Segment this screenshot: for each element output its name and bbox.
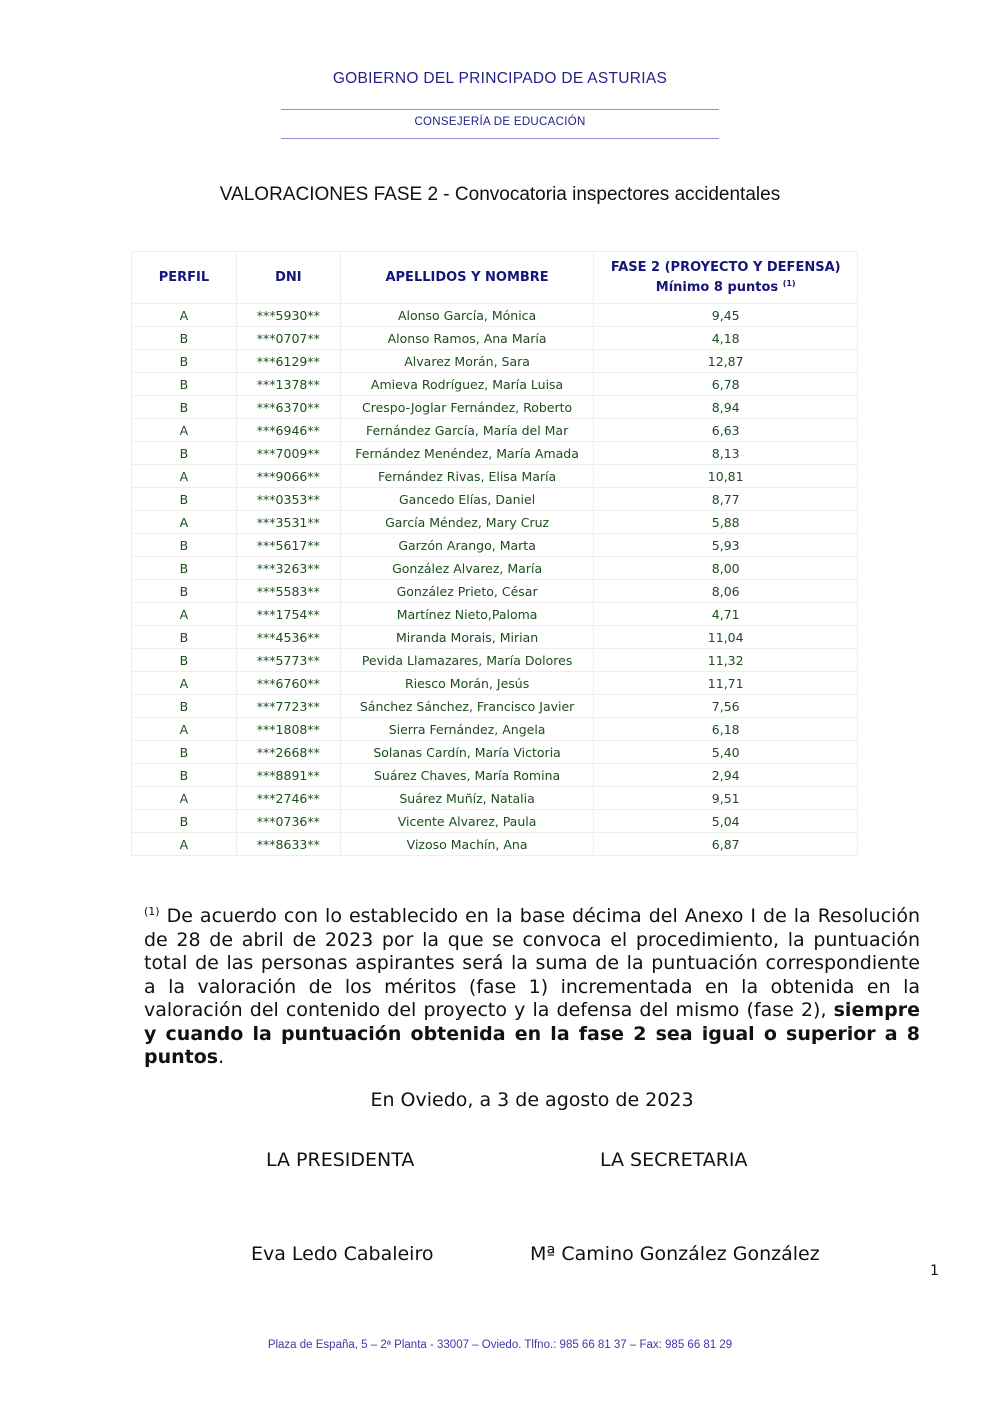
table-row [132, 442, 858, 465]
results-table [131, 251, 858, 856]
cell-score: 11,32 [594, 649, 858, 672]
cell-name: Suárez Chaves, María Romina [340, 764, 594, 787]
cell-name: González Prieto, César [340, 580, 594, 603]
cell-perfil: B [132, 373, 237, 396]
cell-perfil: B [132, 557, 237, 580]
cell-score: 6,78 [594, 373, 858, 396]
cell-score: 4,18 [594, 327, 858, 350]
cell-score: 12,87 [594, 350, 858, 373]
page-number: 1 [930, 1263, 939, 1279]
table-row [132, 580, 858, 603]
cell-score: 8,94 [594, 396, 858, 419]
cell-perfil: A [132, 419, 237, 442]
cell-perfil: B [132, 695, 237, 718]
header-divider [281, 109, 719, 110]
table-row [132, 419, 858, 442]
signature-role-secretaria: LA SECRETARIA [600, 1149, 748, 1171]
cell-name: Garzón Arango, Marta [340, 534, 594, 557]
table-row [132, 304, 858, 327]
cell-dni: ***2668** [236, 741, 340, 764]
cell-score: 5,93 [594, 534, 858, 557]
cell-score: 9,51 [594, 787, 858, 810]
cell-dni: ***5930** [236, 304, 340, 327]
document-title: VALORACIONES FASE 2 - Convocatoria inspectores accidentales [219, 184, 781, 205]
cell-name: Crespo-Joglar Fernández, Roberto [340, 396, 594, 419]
table-row [132, 649, 858, 672]
footnote-bold-text: siempre y cuando la puntuación obtenida en la fase 2 sea igual o superior a 8 puntos [144, 999, 920, 1068]
cell-dni: ***5583** [236, 580, 340, 603]
table-row [132, 603, 858, 626]
table-row [132, 695, 858, 718]
table-row [132, 672, 858, 695]
place-date: En Oviedo, a 3 de agosto de 2023 [370, 1089, 694, 1111]
column-header-name: APELLIDOS Y NOMBRE [340, 252, 594, 304]
cell-score: 8,13 [594, 442, 858, 465]
cell-name: Vizoso Machín, Ana [340, 833, 594, 856]
cell-dni: ***3531** [236, 511, 340, 534]
cell-score: 6,63 [594, 419, 858, 442]
cell-perfil: A [132, 833, 237, 856]
cell-name: Solanas Cardín, María Victoria [340, 741, 594, 764]
cell-name: Vicente Alvarez, Paula [340, 810, 594, 833]
table-row [132, 626, 858, 649]
cell-perfil: B [132, 327, 237, 350]
table-body [132, 304, 858, 856]
cell-score: 6,87 [594, 833, 858, 856]
header-divider [281, 138, 719, 139]
footnote-reference: (1) [782, 278, 796, 288]
footnote-marker: (1) [144, 905, 160, 918]
cell-perfil: A [132, 465, 237, 488]
signature-name-presidenta: Eva Ledo Cabaleiro [251, 1243, 434, 1265]
footnote-text: De acuerdo con lo establecido en la base décima del Anexo I de la Resolución de 28 de abril de 2023 por la que se convoca el procedimiento, la puntuación total de las personas aspirantes será la suma de la puntuación correspondiente a la valoración de los méritos (fase 1) incrementada en la obtenida en la valoración del contenido del proyecto y la defensa del mismo (fase 2), [144, 905, 920, 1021]
table-row [132, 741, 858, 764]
cell-name: García Méndez, Mary Cruz [340, 511, 594, 534]
score-header-minimum: Mínimo 8 puntos [655, 279, 779, 295]
cell-score: 9,45 [594, 304, 858, 327]
footnote [144, 900, 920, 1070]
cell-dni: ***0353** [236, 488, 340, 511]
cell-perfil: B [132, 764, 237, 787]
cell-name: Suárez Muñíz, Natalia [340, 787, 594, 810]
cell-dni: ***7723** [236, 695, 340, 718]
cell-name: Fernández Menéndez, María Amada [340, 442, 594, 465]
cell-dni: ***1754** [236, 603, 340, 626]
column-header-score [594, 252, 858, 304]
cell-dni: ***6760** [236, 672, 340, 695]
cell-score: 10,81 [594, 465, 858, 488]
cell-dni: ***7009** [236, 442, 340, 465]
cell-dni: ***1808** [236, 718, 340, 741]
cell-dni: ***8891** [236, 764, 340, 787]
cell-perfil: B [132, 442, 237, 465]
cell-score: 11,71 [594, 672, 858, 695]
cell-score: 6,18 [594, 718, 858, 741]
column-header-perfil: PERFIL [132, 252, 237, 304]
column-header-dni: DNI [236, 252, 340, 304]
table-row [132, 810, 858, 833]
cell-perfil: A [132, 304, 237, 327]
cell-name: Fernández García, María del Mar [340, 419, 594, 442]
cell-perfil: B [132, 649, 237, 672]
cell-dni: ***5617** [236, 534, 340, 557]
cell-name: Martínez Nieto,Paloma [340, 603, 594, 626]
table-row [132, 787, 858, 810]
cell-dni: ***0736** [236, 810, 340, 833]
cell-perfil: B [132, 626, 237, 649]
table-row [132, 327, 858, 350]
cell-name: Alonso Ramos, Ana María [340, 327, 594, 350]
cell-score: 2,94 [594, 764, 858, 787]
cell-name: Fernández Rivas, Elisa María [340, 465, 594, 488]
cell-name: Alvarez Morán, Sara [340, 350, 594, 373]
cell-perfil: A [132, 718, 237, 741]
table-row [132, 350, 858, 373]
table-row [132, 465, 858, 488]
cell-score: 8,00 [594, 557, 858, 580]
cell-dni: ***3263** [236, 557, 340, 580]
cell-name: Sánchez Sánchez, Francisco Javier [340, 695, 594, 718]
cell-dni: ***5773** [236, 649, 340, 672]
cell-score: 8,77 [594, 488, 858, 511]
cell-name: González Alvarez, María [340, 557, 594, 580]
cell-perfil: B [132, 580, 237, 603]
cell-perfil: B [132, 488, 237, 511]
government-header: GOBIERNO DEL PRINCIPADO DE ASTURIAS [332, 70, 668, 87]
table-header-row [132, 252, 858, 304]
cell-score: 8,06 [594, 580, 858, 603]
cell-dni: ***6370** [236, 396, 340, 419]
cell-score: 4,71 [594, 603, 858, 626]
cell-dni: ***8633** [236, 833, 340, 856]
table-row [132, 557, 858, 580]
cell-dni: ***1378** [236, 373, 340, 396]
cell-dni: ***2746** [236, 787, 340, 810]
cell-name: Sierra Fernández, Angela [340, 718, 594, 741]
cell-name: Alonso García, Mónica [340, 304, 594, 327]
table-row [132, 396, 858, 419]
cell-perfil: A [132, 787, 237, 810]
footnote-end: . [218, 1046, 225, 1068]
table-row [132, 488, 858, 511]
footer-address: Plaza de España, 5 – 2ª Planta - 33007 – Oviedo. Tlfno.: 985 66 81 37 – Fax: 985 66 81 29 [267, 1339, 733, 1351]
table-row [132, 833, 858, 856]
signature-role-presidenta: LA PRESIDENTA [266, 1149, 415, 1171]
cell-perfil: A [132, 672, 237, 695]
table-row [132, 718, 858, 741]
cell-name: Miranda Morais, Mirian [340, 626, 594, 649]
cell-dni: ***4536** [236, 626, 340, 649]
cell-name: Amieva Rodríguez, María Luisa [340, 373, 594, 396]
cell-perfil: B [132, 810, 237, 833]
signature-name-secretaria: Mª Camino González González [530, 1243, 820, 1265]
cell-perfil: B [132, 534, 237, 557]
cell-perfil: B [132, 741, 237, 764]
department-header: CONSEJERÍA DE EDUCACIÓN [414, 116, 586, 128]
cell-name: Riesco Morán, Jesús [340, 672, 594, 695]
cell-score: 5,04 [594, 810, 858, 833]
cell-dni: ***6129** [236, 350, 340, 373]
cell-score: 5,40 [594, 741, 858, 764]
score-header-title: FASE 2 (PROYECTO Y DEFENSA) [610, 259, 841, 275]
table-row [132, 373, 858, 396]
cell-perfil: B [132, 350, 237, 373]
cell-score: 5,88 [594, 511, 858, 534]
cell-name: Gancedo Elías, Daniel [340, 488, 594, 511]
table-row [132, 511, 858, 534]
table-row [132, 764, 858, 787]
cell-perfil: A [132, 603, 237, 626]
table-row [132, 534, 858, 557]
cell-score: 11,04 [594, 626, 858, 649]
cell-dni: ***6946** [236, 419, 340, 442]
cell-dni: ***9066** [236, 465, 340, 488]
cell-dni: ***0707** [236, 327, 340, 350]
cell-score: 7,56 [594, 695, 858, 718]
cell-perfil: B [132, 396, 237, 419]
cell-name: Pevida Llamazares, María Dolores [340, 649, 594, 672]
cell-perfil: A [132, 511, 237, 534]
